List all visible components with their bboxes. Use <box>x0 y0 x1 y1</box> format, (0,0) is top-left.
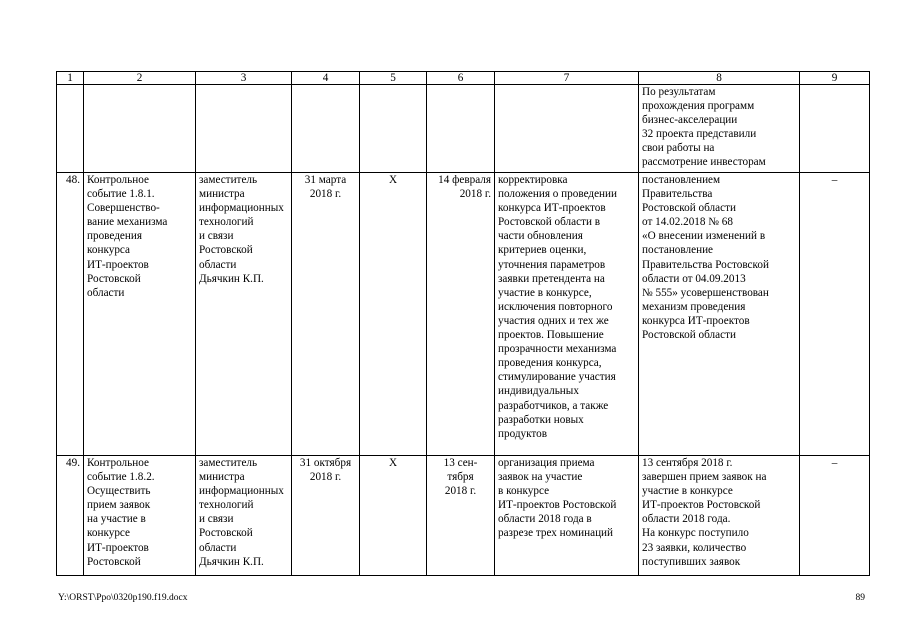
table-row <box>57 456 870 576</box>
control-event-cell: Контрольное событие 1.8.2. Осуществить прием заявок на участие в конкурсе ИТ-проектов Ростовской <box>84 456 196 576</box>
table-cell <box>427 85 495 173</box>
footer-file-path: Y:\ORST\Ppo\0320p190.f19.docx <box>58 593 188 603</box>
column-header-6: 6 <box>427 72 495 85</box>
table-cell <box>84 85 196 173</box>
result-cell: организация приема заявок на участие в конкурсе ИТ-проектов Ростовской области 2018 года в разрезе трех номинаций <box>495 456 639 576</box>
column-header-1: 1 <box>57 72 84 85</box>
column-5-cell: Х <box>360 456 427 576</box>
responsible-cell: заместитель министра информационных технологий и связи Ростовской области Дьячкин К.П. <box>196 456 292 576</box>
footer-page-number: 89 <box>855 593 865 603</box>
row-number: 49. <box>57 456 84 576</box>
column-9-cell: – <box>800 173 870 456</box>
result-cell: корректировка положения о проведении конкурса ИТ-проектов Ростовской области в части обновления критериев оценки, уточнения параметров заявки претендента на участие в конкурсе, исключения повторного участия одних и тех же проектов. Повышение прозрачности механизма проведения конкурса, стимулирование участия индивидуальных разработчиков, а также разработки новых продуктов <box>495 173 639 456</box>
report-table <box>56 71 870 576</box>
row-number: 48. <box>57 173 84 456</box>
table-row <box>57 173 870 456</box>
column-header-5: 5 <box>360 72 427 85</box>
actual-date-cell: 13 сен- тября 2018 г. <box>427 456 495 576</box>
column-header-8: 8 <box>639 72 800 85</box>
planned-date-cell: 31 октября 2018 г. <box>292 456 360 576</box>
responsible-cell: заместитель министра информационных технологий и связи Ростовской области Дьячкин К.П. <box>196 173 292 456</box>
column-header-4: 4 <box>292 72 360 85</box>
header-row <box>57 72 870 85</box>
table-cell <box>57 85 84 173</box>
table-cell <box>196 85 292 173</box>
column-header-2: 2 <box>84 72 196 85</box>
table-cell <box>495 85 639 173</box>
info-cell: постановлением Правительства Ростовской области от 14.02.2018 № 68 «О внесении изменений в постановление Правительства Ростовской области от 04.09.2013 № 555» усовершенствован механизм проведения конкурса ИТ-проектов Ростовской области <box>639 173 800 456</box>
info-cell: 13 сентября 2018 г. завершен прием заявок на участие в конкурсе ИТ-проектов Ростовской области 2018 года. На конкурс поступило 23 заявки, количество поступивших заявок <box>639 456 800 576</box>
continuation-row <box>57 85 870 173</box>
column-header-3: 3 <box>196 72 292 85</box>
column-header-7: 7 <box>495 72 639 85</box>
column-header-9: 9 <box>800 72 870 85</box>
column-5-cell: Х <box>360 173 427 456</box>
actual-date-cell: 14 февраля 2018 г. <box>427 173 495 456</box>
planned-date-cell: 31 марта 2018 г. <box>292 173 360 456</box>
continuation-info-cell: По результатам прохождения программ бизнес-акселерации 32 проекта представили свои работы на рассмотрение инвесторам <box>639 85 800 173</box>
table-cell <box>360 85 427 173</box>
table-cell <box>292 85 360 173</box>
control-event-cell: Контрольное событие 1.8.1. Совершенство- вание механизма проведения конкурса ИТ-проектов Ростовской области <box>84 173 196 456</box>
table-cell <box>800 85 870 173</box>
column-9-cell: – <box>800 456 870 576</box>
